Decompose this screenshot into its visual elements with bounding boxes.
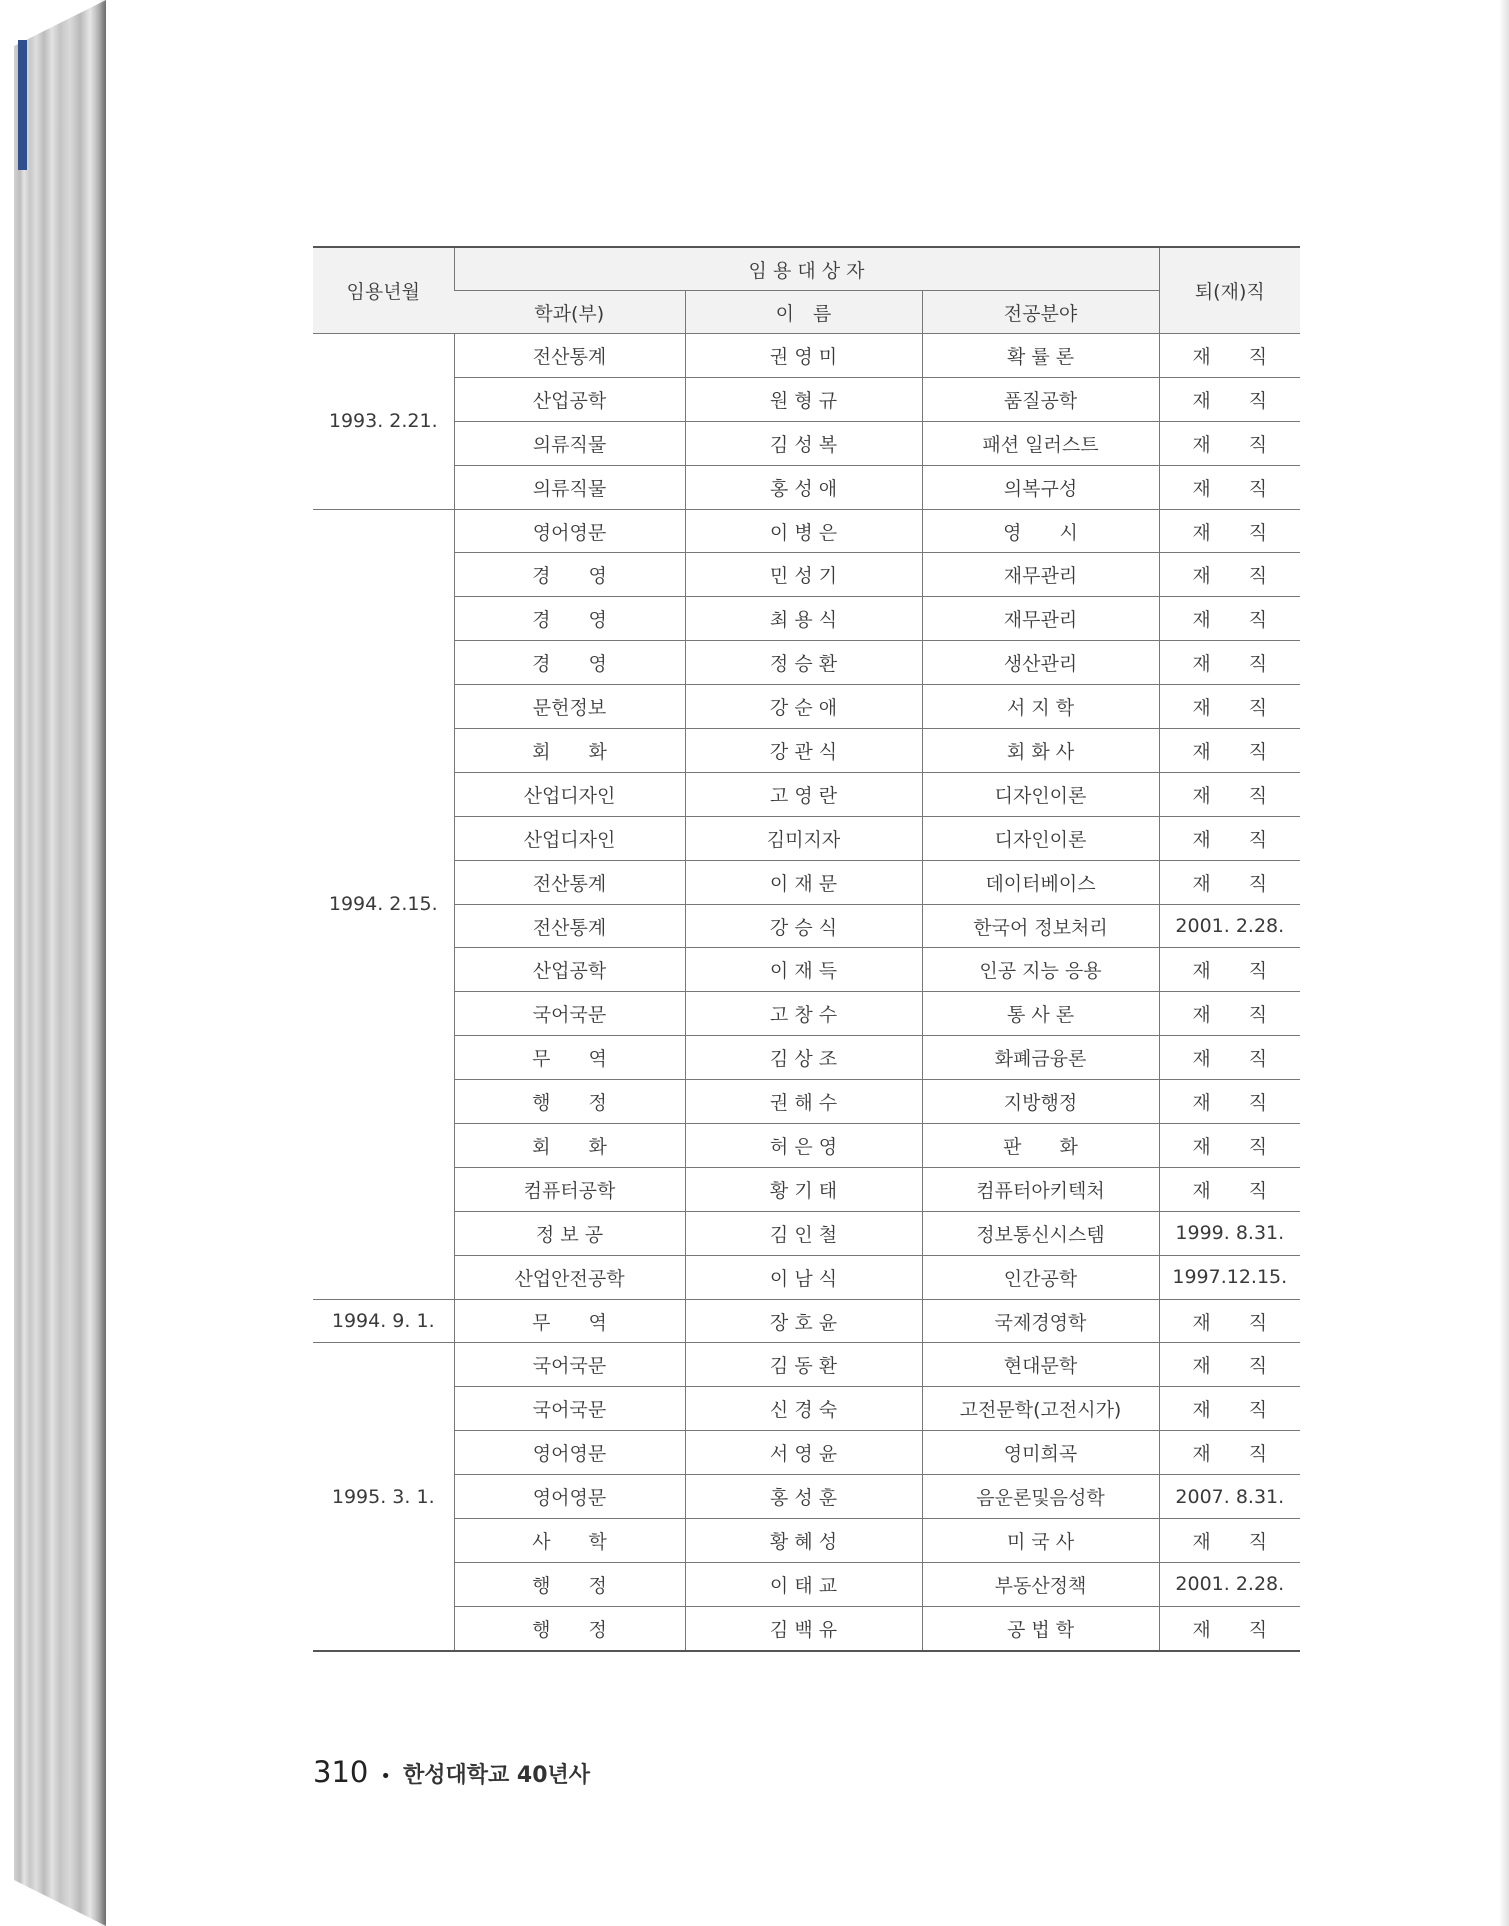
- table-row: [313, 1431, 1300, 1475]
- name-cell: 서 영 윤: [685, 1431, 922, 1475]
- department-cell: 사 학: [454, 1519, 685, 1563]
- name-cell: 강 승 식: [685, 904, 922, 948]
- name-cell: 고 영 란: [685, 772, 922, 816]
- status-cell: 재 직: [1159, 1519, 1300, 1563]
- footer-bullet: •: [380, 1766, 391, 1787]
- appointment-table: [313, 246, 1300, 1652]
- status-cell: 재 직: [1159, 1080, 1300, 1124]
- status-cell: 2001. 2.28.: [1159, 1562, 1300, 1606]
- name-cell: 김 인 철: [685, 1211, 922, 1255]
- status-cell: 재 직: [1159, 1387, 1300, 1431]
- table-row: [313, 553, 1300, 597]
- field-cell: 인간공학: [922, 1255, 1159, 1299]
- name-cell: 고 창 수: [685, 992, 922, 1036]
- field-cell: 재무관리: [922, 553, 1159, 597]
- header-field: 전공분야: [922, 291, 1159, 334]
- status-cell: 1997.12.15.: [1159, 1255, 1300, 1299]
- department-cell: 산업공학: [454, 948, 685, 992]
- status-cell: 재 직: [1159, 1431, 1300, 1475]
- status-cell: 2007. 8.31.: [1159, 1475, 1300, 1519]
- table-row: [313, 1080, 1300, 1124]
- name-cell: 이 재 득: [685, 948, 922, 992]
- department-cell: 영어영문: [454, 1475, 685, 1519]
- department-cell: 회 화: [454, 1124, 685, 1168]
- field-cell: 데이터베이스: [922, 860, 1159, 904]
- status-cell: 재 직: [1159, 1606, 1300, 1650]
- field-cell: 국제경영학: [922, 1299, 1159, 1343]
- field-cell: 재무관리: [922, 597, 1159, 641]
- name-cell: 김미지자: [685, 816, 922, 860]
- name-cell: 김 상 조: [685, 1036, 922, 1080]
- status-cell: 재 직: [1159, 421, 1300, 465]
- name-cell: 황 혜 성: [685, 1519, 922, 1563]
- name-cell: 민 성 기: [685, 553, 922, 597]
- table-row: [313, 816, 1300, 860]
- status-cell: 재 직: [1159, 729, 1300, 773]
- department-cell: 경 영: [454, 553, 685, 597]
- table-row: [313, 641, 1300, 685]
- table-row: [313, 1036, 1300, 1080]
- status-cell: 재 직: [1159, 1036, 1300, 1080]
- name-cell: 신 경 숙: [685, 1387, 922, 1431]
- field-cell: 패션 일러스트: [922, 421, 1159, 465]
- header-date: 임용년월: [313, 247, 454, 334]
- field-cell: 정보통신시스템: [922, 1211, 1159, 1255]
- department-cell: 행 정: [454, 1606, 685, 1650]
- name-cell: 홍 성 애: [685, 465, 922, 509]
- table-row: [313, 772, 1300, 816]
- status-cell: 재 직: [1159, 465, 1300, 509]
- department-cell: 행 정: [454, 1562, 685, 1606]
- bookmark-ribbon: [18, 40, 27, 170]
- field-cell: 판 화: [922, 1124, 1159, 1168]
- table-row: [313, 1387, 1300, 1431]
- field-cell: 현대문학: [922, 1343, 1159, 1387]
- name-cell: 황 기 태: [685, 1167, 922, 1211]
- name-cell: 홍 성 훈: [685, 1475, 922, 1519]
- name-cell: 이 태 교: [685, 1562, 922, 1606]
- table-row: [313, 597, 1300, 641]
- department-cell: 산업디자인: [454, 816, 685, 860]
- book-title: 한성대학교 40년사: [402, 1763, 591, 1788]
- name-cell: 이 재 문: [685, 860, 922, 904]
- page-number: 310: [313, 1755, 369, 1789]
- name-cell: 이 병 은: [685, 509, 922, 553]
- table-row: [313, 904, 1300, 948]
- field-cell: 서 지 학: [922, 685, 1159, 729]
- field-cell: 품질공학: [922, 377, 1159, 421]
- appointment-date: 1995. 3. 1.: [313, 1343, 454, 1651]
- table-row: [313, 1124, 1300, 1168]
- table-row: [313, 509, 1300, 553]
- table-row: [313, 992, 1300, 1036]
- field-cell: 고전문학(고전시가): [922, 1387, 1159, 1431]
- department-cell: 전산통계: [454, 334, 685, 378]
- status-cell: 재 직: [1159, 992, 1300, 1036]
- table-row: [313, 948, 1300, 992]
- field-cell: 영미희곡: [922, 1431, 1159, 1475]
- name-cell: 이 남 식: [685, 1255, 922, 1299]
- field-cell: 부동산정책: [922, 1562, 1159, 1606]
- name-cell: 김 동 환: [685, 1343, 922, 1387]
- page-footer: [313, 1755, 590, 1789]
- department-cell: 정 보 공: [454, 1211, 685, 1255]
- header-dept: 학과(부): [454, 291, 685, 334]
- status-cell: 재 직: [1159, 948, 1300, 992]
- name-cell: 원 형 규: [685, 377, 922, 421]
- department-cell: 영어영문: [454, 509, 685, 553]
- field-cell: 통 사 론: [922, 992, 1159, 1036]
- department-cell: 국어국문: [454, 992, 685, 1036]
- department-cell: 컴퓨터공학: [454, 1167, 685, 1211]
- table-row: [313, 1519, 1300, 1563]
- status-cell: 재 직: [1159, 685, 1300, 729]
- department-cell: 행 정: [454, 1080, 685, 1124]
- department-cell: 무 역: [454, 1299, 685, 1343]
- department-cell: 문헌정보: [454, 685, 685, 729]
- field-cell: 지방행정: [922, 1080, 1159, 1124]
- name-cell: 최 용 식: [685, 597, 922, 641]
- status-cell: 재 직: [1159, 509, 1300, 553]
- table-row: [313, 860, 1300, 904]
- field-cell: 인공 지능 응용: [922, 948, 1159, 992]
- field-cell: 화폐금융론: [922, 1036, 1159, 1080]
- department-cell: 경 영: [454, 641, 685, 685]
- table-row: [313, 334, 1300, 378]
- department-cell: 의류직물: [454, 465, 685, 509]
- field-cell: 의복구성: [922, 465, 1159, 509]
- field-cell: 확 률 론: [922, 334, 1159, 378]
- department-cell: 산업공학: [454, 377, 685, 421]
- name-cell: 허 은 영: [685, 1124, 922, 1168]
- table-row: [313, 729, 1300, 773]
- field-cell: 생산관리: [922, 641, 1159, 685]
- status-cell: 재 직: [1159, 860, 1300, 904]
- table-row: [313, 1167, 1300, 1211]
- header-name: 이 름: [685, 291, 922, 334]
- appointment-date: 1993. 2.21.: [313, 334, 454, 510]
- field-cell: 영 시: [922, 509, 1159, 553]
- book-page-edges: [14, 0, 106, 1926]
- department-cell: 전산통계: [454, 860, 685, 904]
- field-cell: 회 화 사: [922, 729, 1159, 773]
- field-cell: 미 국 사: [922, 1519, 1159, 1563]
- status-cell: 재 직: [1159, 1299, 1300, 1343]
- name-cell: 권 영 미: [685, 334, 922, 378]
- table-row: [313, 1343, 1300, 1387]
- department-cell: 무 역: [454, 1036, 685, 1080]
- table-row: [313, 1475, 1300, 1519]
- status-cell: 재 직: [1159, 1124, 1300, 1168]
- table-header: [313, 247, 1300, 334]
- name-cell: 강 관 식: [685, 729, 922, 773]
- name-cell: 권 해 수: [685, 1080, 922, 1124]
- status-cell: 재 직: [1159, 816, 1300, 860]
- name-cell: 김 백 유: [685, 1606, 922, 1650]
- page-shadow: [1499, 0, 1509, 1926]
- field-cell: 한국어 정보처리: [922, 904, 1159, 948]
- department-cell: 영어영문: [454, 1431, 685, 1475]
- status-cell: 재 직: [1159, 1167, 1300, 1211]
- table-row: [313, 1255, 1300, 1299]
- name-cell: 강 순 애: [685, 685, 922, 729]
- appointment-date: 1994. 9. 1.: [313, 1299, 454, 1343]
- name-cell: 김 성 복: [685, 421, 922, 465]
- status-cell: 재 직: [1159, 334, 1300, 378]
- status-cell: 1999. 8.31.: [1159, 1211, 1300, 1255]
- table-row: [313, 685, 1300, 729]
- appointment-date: 1994. 2.15.: [313, 509, 454, 1299]
- table-row: [313, 1211, 1300, 1255]
- status-cell: 재 직: [1159, 597, 1300, 641]
- department-cell: 국어국문: [454, 1387, 685, 1431]
- status-cell: 재 직: [1159, 641, 1300, 685]
- department-cell: 산업안전공학: [454, 1255, 685, 1299]
- table-row: [313, 1562, 1300, 1606]
- table-row: [313, 1299, 1300, 1343]
- name-cell: 정 승 환: [685, 641, 922, 685]
- table-row: [313, 1606, 1300, 1650]
- department-cell: 산업디자인: [454, 772, 685, 816]
- status-cell: 재 직: [1159, 772, 1300, 816]
- table-row: [313, 421, 1300, 465]
- status-cell: 2001. 2.28.: [1159, 904, 1300, 948]
- department-cell: 국어국문: [454, 1343, 685, 1387]
- field-cell: 컴퓨터아키텍처: [922, 1167, 1159, 1211]
- field-cell: 디자인이론: [922, 816, 1159, 860]
- field-cell: 디자인이론: [922, 772, 1159, 816]
- department-cell: 경 영: [454, 597, 685, 641]
- field-cell: 공 법 학: [922, 1606, 1159, 1650]
- department-cell: 의류직물: [454, 421, 685, 465]
- table-row: [313, 377, 1300, 421]
- header-status: 퇴(재)직: [1159, 247, 1300, 334]
- status-cell: 재 직: [1159, 377, 1300, 421]
- name-cell: 장 호 윤: [685, 1299, 922, 1343]
- status-cell: 재 직: [1159, 1343, 1300, 1387]
- table-row: [313, 465, 1300, 509]
- department-cell: 전산통계: [454, 904, 685, 948]
- department-cell: 회 화: [454, 729, 685, 773]
- field-cell: 음운론및음성학: [922, 1475, 1159, 1519]
- status-cell: 재 직: [1159, 553, 1300, 597]
- table-body: [313, 334, 1300, 1651]
- header-appointees: 임 용 대 상 자: [454, 247, 1159, 291]
